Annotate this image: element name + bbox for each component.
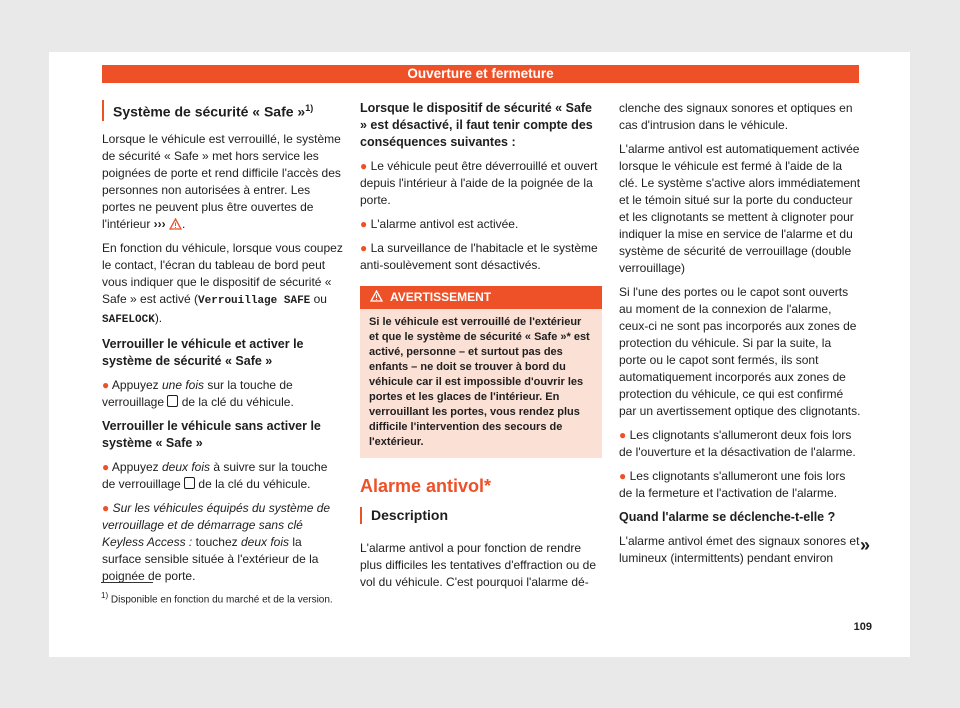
paragraph-text: touchez [192,534,241,549]
warning-header [360,286,602,309]
paragraph-text: deux fois [240,534,289,549]
page-number: 109 [853,621,872,633]
paragraph-text: L'alarme antivol est activée. [370,217,519,231]
subheading: Verrouiller le véhicule et activer le système de sécurité « Safe » [102,336,304,368]
bullet-icon: ● [619,428,627,442]
warning-box [360,286,602,458]
paragraph-text: Les clignotants s'allumeront deux fois lors de l'ouverture et la désactivation de l'alarme. [619,428,856,459]
subheading: Verrouiller le véhicule sans activer le système « Safe » [102,418,321,450]
intro-text: Lorsque le dispositif de sécurité « Safe » est désactivé, il faut tenir compte des conséquences suivantes : [360,101,593,149]
bullet-item [102,500,344,585]
warning-triangle-icon [370,290,383,302]
bullet-item [102,459,344,493]
bullet-item [360,158,602,209]
warning-triangle-icon [169,218,182,230]
paragraph [102,240,344,329]
bullet-item [102,377,344,411]
warning-text: Si le véhicule est verrouillé de l'extérieur et que le système de sécurité « Safe »* est activé, personne – et surtout pas des enfants – ne doit se trouver à bord du véhicule car il est impossible d'ouvrir les portes et les glaces de l'intérieur. En verrouillant les portes, vous rendez plus difficile l'intervention des secours de l'extérieur. [360,309,602,458]
paragraph-text: Appuyez [111,377,162,392]
column-3 [619,100,861,574]
paragraph-text: de la clé du véhicule. [178,394,294,409]
paragraph: clenche des signaux sonores et optiques en cas d'intrusion dans le véhicule. [619,101,853,132]
footnote-ref: 1) [305,103,314,113]
paragraph-text: deux fois [161,459,210,474]
bullet-icon: ● [619,469,627,483]
paragraph-text: En fonction du véhicule, lorsque vous coupez le contact, l'écran du tableau de bord peut vous indiquer que le dispositif de sécurité « Safe » est activé ( [102,240,343,306]
paragraph-text: Sur les véhicules équipés du système de verrouillage et de démarrage sans clé Keyless Access : [102,500,331,549]
chapter-header: Ouverture et fermeture [102,65,859,83]
bullet-icon: ● [360,217,368,231]
subheading: Quand l'alarme se déclenche-t-elle ? [619,510,836,524]
bullet-item [360,240,602,274]
lock-key-icon [167,395,178,407]
section-title-alarm: Alarme antivol* [360,476,492,496]
section-heading-text: Système de sécurité « Safe » [113,103,306,120]
bullet-icon: ● [360,159,368,173]
paragraph-text: Lorsque le véhicule est verrouillé, le système de sécurité « Safe » met hors service les poignées de porte et rend difficile l'accès des personnes non autorisées à entrer. Les portes ne peuvent plus être ouvertes de l'intérieur [102,131,341,231]
cross-ref[interactable]: ››› [153,216,166,231]
paragraph-text: ou [310,291,327,306]
paragraph-text: Appuyez [111,459,162,474]
paragraph-text: Les clignotants s'allumeront une fois lors de la fermeture et l'activation de l'alarme. [619,469,846,500]
footnote [101,589,341,607]
paragraph: Si l'une des portes ou le capot sont ouverts au moment de la connexion de l'alarme, ceux-ci ne sont pas incorporés aux zones de protection du véhicule. Si par la suite, la porte ou le capot sont fermés, ils sont automatiquement incorporés aux zones de protection du véhicule, ce qui est confirmé par un avertissement optique des clignotants. [619,285,861,418]
paragraph-text: de la clé du véhicule. [195,476,311,491]
footnote-text: Disponible en fonction du marché et de la version. [110,594,333,606]
paragraph-text: sur la touche de verrouillage [102,377,293,409]
paragraph: Lorsque le véhicule est verrouillé, le système de sécurité « Safe » met hors service les poignées de porte et rend difficile l'accès des personnes non autorisées à entrer. Les portes ne peuvent plus être ouvertes de l'intérieur ››› . [102,131,341,231]
section-heading-safe [102,100,344,121]
paragraph: L'alarme antivol est automatiquement activée lorsque le véhicule est fermé à l'aide de la clé. Le système s'active alors immédiatement et le témoin situé sur la porte du conducteur et les clignotants se mettent à clignoter pour indiquer la mise en service de l'alarme et du système de sécurité de verrouillage (double verrouillage) [619,142,861,275]
paragraph: L'alarme antivol émet des signaux sonores et lumineux (intermittents) pendant environ [619,534,860,565]
paragraph-text: ). [154,310,163,325]
paragraph-text: la surface sensible située à l'extérieur de la poignée de porte. [102,534,319,583]
paragraph-text: une fois [161,377,204,392]
column-2 [360,100,602,598]
paragraph-text: à suivre sur la touche de verrouillage [102,459,328,491]
column-1 [102,100,344,592]
paragraph: L'alarme antivol a pour fonction de rendre plus difficiles les tentatives d'effraction ou de vol du véhicule. C'est pourquoi l'alarme dé- [360,541,596,589]
bullet-item [619,468,861,502]
bullet-icon: ● [360,241,368,255]
display-message: Verrouillage SAFE [198,294,311,307]
paragraph-text: La surveillance de l'habitacle et le système anti-soulèvement sont désactivés. [360,241,598,272]
bullet-item [360,216,602,233]
bullet-item [619,427,861,461]
manual-page [49,52,910,657]
footnote-divider [101,582,153,583]
bullet-icon: ● [102,377,110,392]
paragraph-text: Le véhicule peut être déverrouillé et ouvert depuis l'intérieur à l'aide de la poignée de la porte. [360,159,598,207]
lock-key-icon [184,477,195,489]
continue-marker: » [859,535,870,555]
footnote-mark: 1) [101,591,109,600]
section-subtitle-description: Description [360,507,602,524]
warning-title: AVERTISSEMENT [390,290,492,304]
display-message: SAFELOCK [102,313,155,326]
bullet-icon: ● [102,459,110,474]
bullet-icon: ● [102,500,110,515]
